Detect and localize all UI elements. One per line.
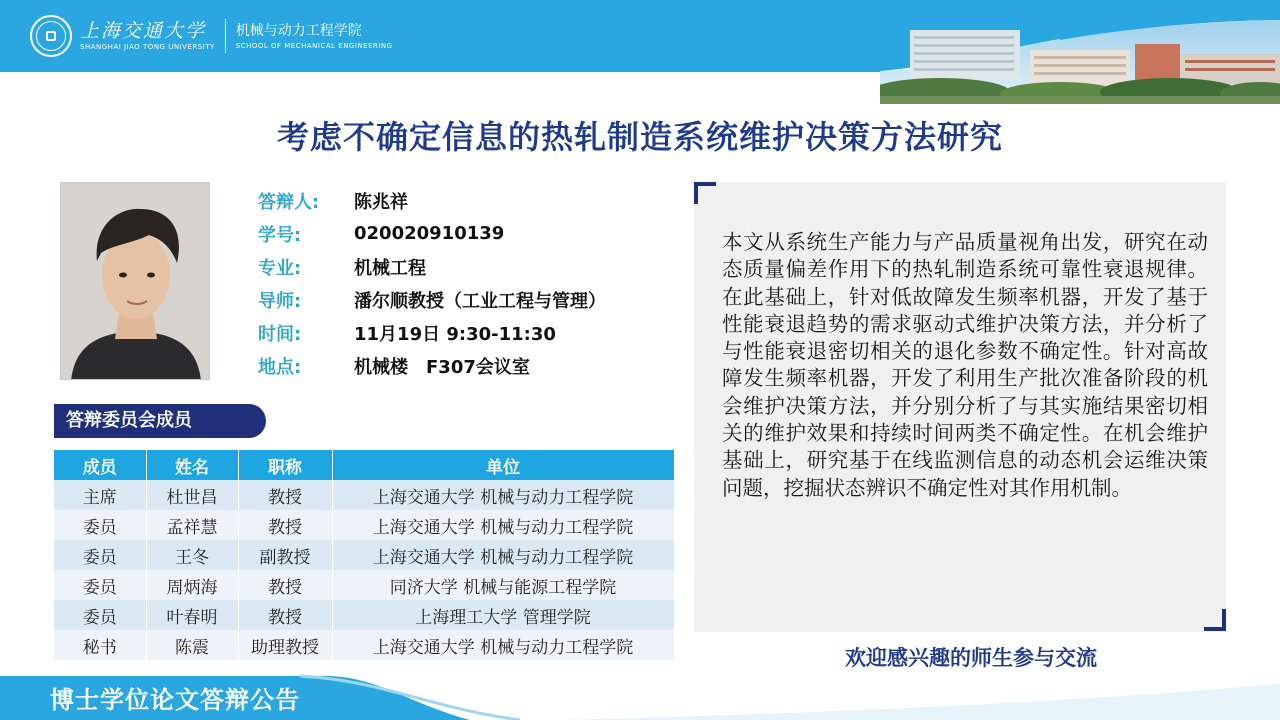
cell-title: 副教授 — [238, 540, 332, 570]
column-header-role: 成员 — [54, 450, 146, 480]
info-label: 专业: — [258, 257, 302, 279]
info-row-advisor — [258, 283, 606, 316]
cell-name: 王冬 — [146, 540, 238, 570]
campus-photo — [880, 0, 1280, 104]
table-row — [54, 570, 674, 600]
cell-role: 主席 — [54, 480, 146, 510]
info-label: 时间: — [258, 323, 302, 345]
cell-title: 教授 — [238, 480, 332, 510]
info-value: 潘尔顺教授（工业工程与管理） — [354, 290, 606, 312]
cell-title: 教授 — [238, 510, 332, 540]
university-seal-icon — [30, 15, 72, 57]
logo-divider — [225, 19, 226, 53]
column-header-affiliation: 单位 — [332, 450, 674, 480]
candidate-info — [258, 184, 606, 382]
info-row-major — [258, 250, 606, 283]
cell-affiliation: 上海交通大学 机械与动力工程学院 — [332, 540, 674, 570]
cell-name: 周炳海 — [146, 570, 238, 600]
cell-name: 孟祥慧 — [146, 510, 238, 540]
info-row-time — [258, 316, 606, 349]
cell-affiliation: 同济大学 机械与能源工程学院 — [332, 570, 674, 600]
university-name: 上海交通大学 — [80, 20, 207, 42]
committee-table — [54, 450, 675, 660]
info-value: 020020910139 — [354, 223, 505, 244]
cell-role: 委员 — [54, 570, 146, 600]
table-header-row — [54, 450, 674, 480]
cell-title: 助理教授 — [238, 630, 332, 660]
candidate-photo — [60, 182, 210, 380]
university-logo[interactable] — [30, 14, 393, 58]
school-name-en: SCHOOL OF MECHANICAL ENGINEERING — [235, 42, 393, 50]
announcement-label: 博士学位论文答辩公告 — [50, 685, 300, 714]
welcome-message: 欢迎感兴趣的师生参与交流 — [845, 646, 1097, 670]
column-header-title: 职称 — [238, 450, 332, 480]
info-label: 地点: — [258, 356, 302, 378]
info-value: 11月19日 9:30-11:30 — [354, 323, 556, 345]
info-row-student-id — [258, 217, 606, 250]
info-value: 机械工程 — [354, 257, 426, 279]
cell-title: 教授 — [238, 570, 332, 600]
info-label: 学号: — [258, 224, 302, 246]
column-header-name: 姓名 — [146, 450, 238, 480]
info-label: 导师: — [258, 290, 302, 312]
cell-title: 教授 — [238, 600, 332, 630]
cell-role: 秘书 — [54, 630, 146, 660]
info-value: 机械楼 F307会议室 — [354, 356, 530, 378]
bracket-corner-bottom-right — [1204, 609, 1226, 631]
bracket-corner-top-left — [694, 182, 716, 204]
cell-name: 杜世昌 — [146, 480, 238, 510]
cell-affiliation: 上海交通大学 机械与动力工程学院 — [332, 510, 674, 540]
thesis-title: 考虑不确定信息的热轧制造系统维护决策方法研究 — [276, 118, 1003, 156]
info-row-location — [258, 349, 606, 382]
cell-role: 委员 — [54, 510, 146, 540]
cell-role: 委员 — [54, 600, 146, 630]
cell-affiliation: 上海理工大学 管理学院 — [332, 600, 674, 630]
cell-role: 委员 — [54, 540, 146, 570]
info-row-defender — [258, 184, 606, 217]
university-name-en: SHANGHAI JIAO TONG UNIVERSITY — [80, 43, 215, 51]
info-label: 答辩人: — [258, 191, 320, 213]
info-value: 陈兆祥 — [354, 191, 408, 213]
school-name: 机械与动力工程学院 — [235, 23, 362, 39]
cell-name: 陈震 — [146, 630, 238, 660]
committee-heading: 答辩委员会成员 — [54, 404, 266, 438]
table-row — [54, 480, 674, 510]
abstract-text: 本文从系统生产能力与产品质量视角出发，研究在动态质量偏差作用下的热轧制造系统可靠性衰退规律。在此基础上，针对低故障发生频率机器，开发了基于性能衰退趋势的需求驱动式维护决策方法，并分析了与性能衰退密切相关的退化参数不确定性。针对高故障发生频率机器，开发了利用生产批次准备阶段的机会维护决策方法，并分别分析了与其实施结果密切相关的维护效果和持续时间两类不确定性。在机会维护基础上，研究基于在线监测信息的动态机会运维决策问题，挖掘状态辨识不确定性对其作用机制。 — [722, 230, 1208, 500]
table-row — [54, 600, 674, 630]
table-row — [54, 540, 674, 570]
cell-affiliation: 上海交通大学 机械与动力工程学院 — [332, 480, 674, 510]
header-banner — [0, 0, 1280, 100]
cell-affiliation: 上海交通大学 机械与动力工程学院 — [332, 630, 674, 660]
cell-name: 叶春明 — [146, 600, 238, 630]
table-row — [54, 630, 674, 660]
table-row — [54, 510, 674, 540]
